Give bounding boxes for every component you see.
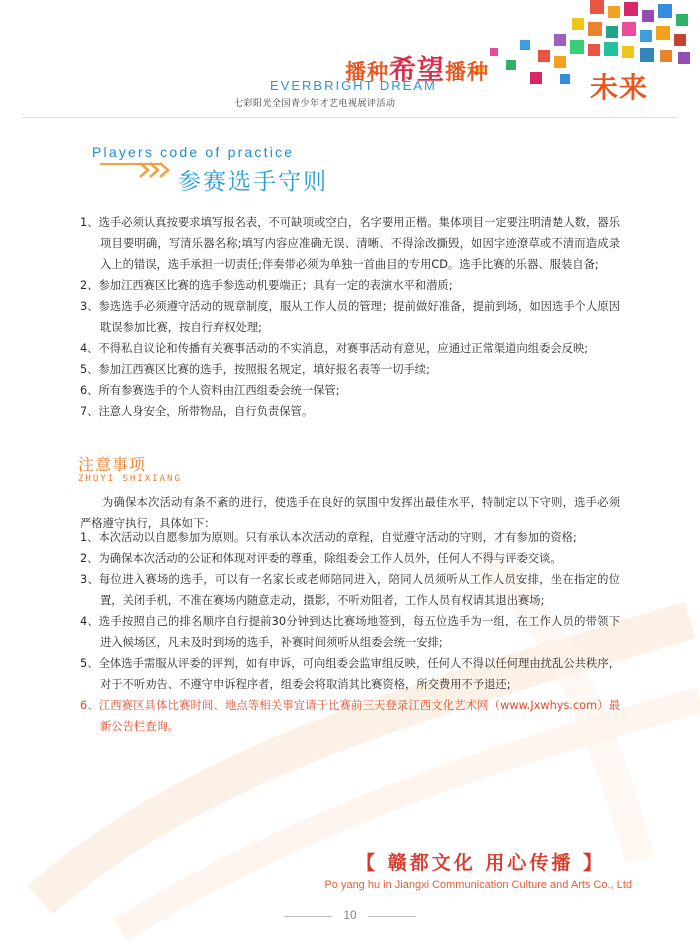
section2-title: 注意事项: [78, 455, 147, 474]
header-divider: [22, 117, 678, 118]
title-part1: 播种: [345, 59, 389, 84]
event-subtitle: 七彩阳光全国青少年才艺电视展评活动: [234, 99, 396, 109]
title-part2: 希望: [389, 55, 445, 86]
page-header: [0, 0, 700, 115]
list-item: 1、本次活动以自愿参加为原则。只有承认本次活动的章程，自觉遵守活动的守则，才有参加的资格;: [80, 531, 577, 544]
list-item: 7、注意人身安全，所带物品，自行负责保管。: [80, 405, 314, 418]
list-item: 3、每位进入赛场的选手，可以有一名家长或老师陪同进入，陪同人员须听从工作人员安排，坐在指定的位置，关闭手机，不准在赛场内随意走动，摄影，不听劝阻者，工作人员有权请其退出赛场;: [80, 573, 620, 607]
event-title-future: 未来: [590, 71, 649, 104]
players-code-list: [80, 212, 620, 422]
chevron-arrows-icon: [138, 161, 178, 179]
list-item: 3、参选选手必须遵守活动的规章制度，服从工作人员的管理；提前做好准备，提前到场，如因选手个人原因耽误参加比赛，按自行弃权处理;: [80, 300, 620, 334]
list-item: 2、参加江西赛区比赛的选手参选动机要端正；具有一定的表演水平和潜质;: [80, 279, 453, 292]
section2-title-pinyin: ZHUYI SHIXIANG: [78, 474, 182, 484]
list-item: 4、选手按照自己的排名顺序自行提前30分钟到达比赛场地签到，每五位选手为一组，在工作人员的带领下进入候场区，凡未及时到场的选手，补赛时间须听从组委会统一安排;: [80, 615, 620, 649]
footer-company-name: Po yang hu in Jiangxi Communication Culture and Arts Co., Ltd: [324, 879, 632, 891]
list-item: 1、选手必须认真按要求填写报名表，不可缺项或空白，名字要用正楷。集体项目一定要注明清楚人数，器乐项目要明确，写清乐器名称;填写内容应准确无误、清晰、不得涂改撕毁，如因字迹潦草或不清而造成录入上的错误，选手承担一切责任;伴奏带必须为单独一首曲目的专用CD。选手比赛的乐器、服装自备;: [80, 216, 620, 271]
list-item: 2、为确保本次活动的公证和体现对评委的尊重，除组委会工作人员外，任何人不得与评委交谈。: [80, 552, 562, 565]
footer-slogan: 【 赣都文化 用心传播 】: [356, 852, 605, 874]
page-number-text: 10: [343, 908, 357, 922]
section1-title-english: Players code of practice: [92, 144, 295, 160]
list-item-highlight: 6、江西赛区具体比赛时间、地点等相关事宜请于比赛前三天登录江西文化艺术网（www.Jxwhys.com）最新公告栏查询。: [80, 699, 620, 733]
notes-list: [80, 527, 620, 737]
list-item: 6、所有参赛选手的个人资料由江西组委会统一保管;: [80, 384, 340, 397]
list-item: 5、参加江西赛区比赛的选手，按照报名规定，填好报名表等一切手续;: [80, 363, 430, 376]
list-item: 4、不得私自议论和传播有关赛事活动的不实消息，对赛事活动有意见，应通过正常渠道向组委会反映;: [80, 342, 589, 355]
page-number: [284, 910, 416, 930]
list-item: 5、全体选手需服从评委的评判，如有申诉，可向组委会监审组反映，任何人不得以任何理由扰乱公共秩序，对于不听劝告、不遵守申诉程序者，组委会将取消其比赛资格，所交费用不予退还;: [80, 657, 620, 691]
section1-title: 参赛选手守则: [178, 169, 328, 195]
title-part3: 播种: [445, 59, 489, 84]
section2-intro: 为确保本次活动有条不紊的进行，使选手在良好的氛围中发挥出最佳水平，特制定以下守则，选手必须严格遵守执行，具体如下：: [80, 496, 620, 530]
event-title-english: EVERBRIGHT DREAM: [270, 78, 437, 93]
